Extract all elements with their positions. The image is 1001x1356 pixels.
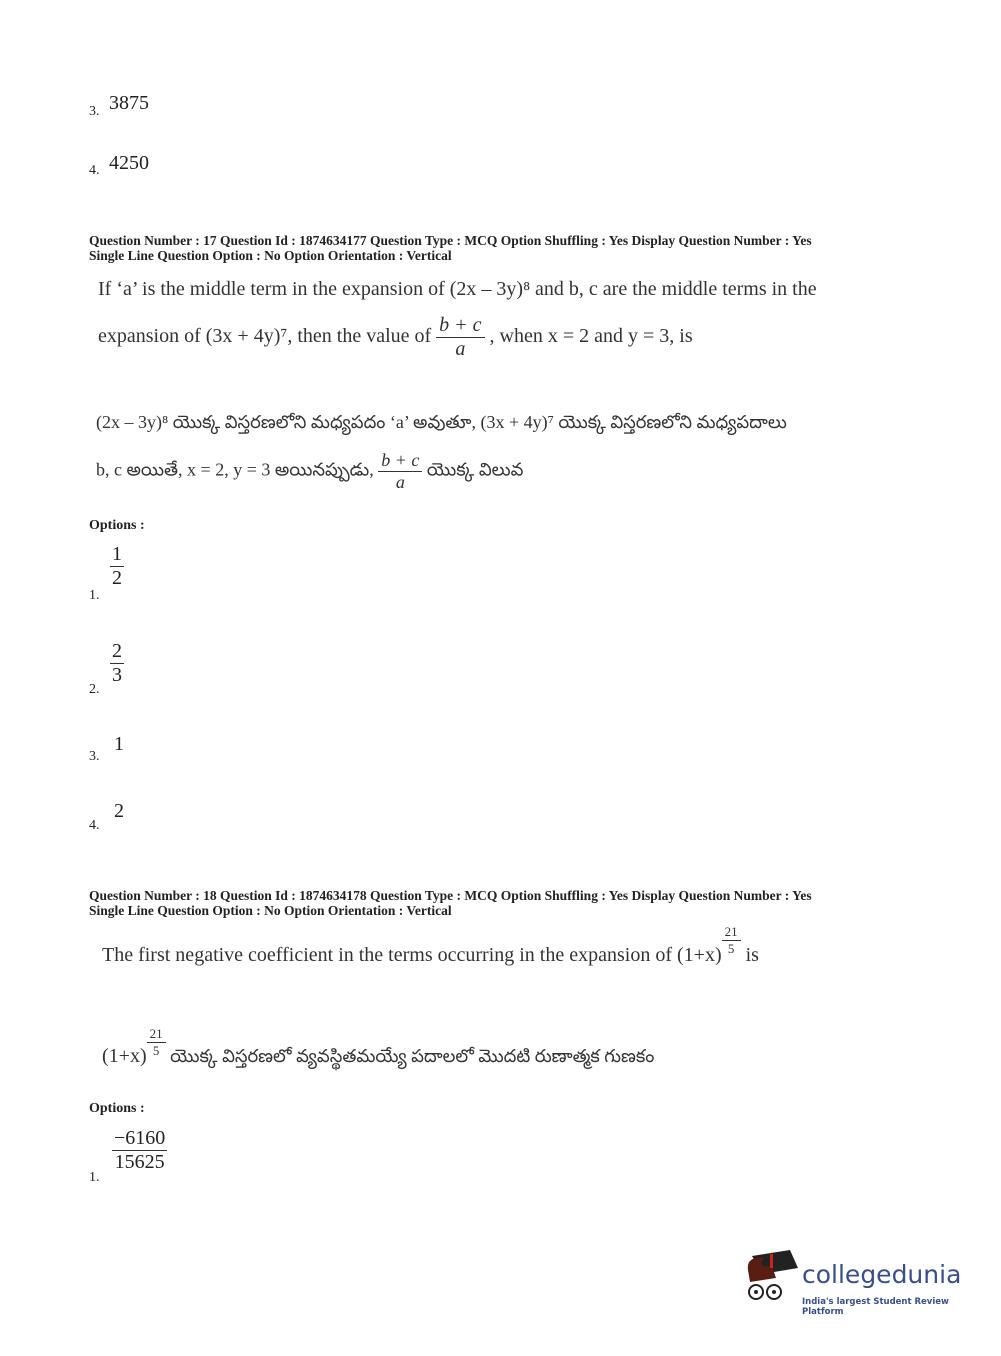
question-18-text-en xyxy=(102,924,759,967)
text: , when x = 2 and y = 3, is xyxy=(489,325,693,348)
option-2-fraction[interactable] xyxy=(110,640,124,687)
numerator: 21 xyxy=(147,1026,166,1043)
text: యొక్క విలువ xyxy=(426,459,524,480)
question-17-text-te-line1: (2x – 3y)⁸ యొక్క విస్తరణలోని మధ్యపదం ‘a’ అవుతూ, (3x + 4y)⁷ యొక్క విస్తరణలోని మధ్యపదాలు xyxy=(96,412,787,432)
meta-line: Question Number : 17 Question Id : 1874634177 Question Type : MCQ Option Shuffling : Yes Display Question Number : Yes xyxy=(89,233,812,248)
base: (1+x) xyxy=(102,1045,147,1067)
question-18-text-te xyxy=(102,1026,654,1071)
option-1-fraction[interactable] xyxy=(110,543,124,590)
exponent xyxy=(722,924,741,957)
denominator: 15625 xyxy=(114,1151,165,1173)
question-17-meta xyxy=(89,233,812,263)
brand-tagline: India's largest Student Review Platform xyxy=(802,1297,949,1317)
text: is xyxy=(745,944,759,966)
option-number: 3. xyxy=(89,104,100,119)
text: The first negative coefficient in the terms occurring in the expansion of xyxy=(102,944,672,966)
option-number[interactable]: 1. xyxy=(89,588,100,603)
text: యొక్క విస్తరణలో వ్యవస్థితమయ్యే పదాలలో మొదటి రుణాత్మక గుణకం xyxy=(170,1046,655,1066)
option-value: 3875 xyxy=(109,92,149,114)
question-17-text-te-line2 xyxy=(96,450,523,493)
option-number: 4. xyxy=(89,163,100,178)
base: (1+x) xyxy=(677,944,722,966)
numerator: 21 xyxy=(722,924,741,941)
question-17-text-en-line1: If ‘a’ is the middle term in the expansion of (2x – 3y)⁸ and b, c are the middle terms in the xyxy=(98,278,817,300)
fraction xyxy=(436,314,484,361)
option-value[interactable]: 2 xyxy=(114,800,124,822)
text: expansion of (3x + 4y)⁷, then the value of xyxy=(98,325,432,348)
denominator: 2 xyxy=(112,567,122,589)
question-17-text-en-line2 xyxy=(98,314,693,361)
mascot-icon xyxy=(742,1248,800,1310)
meta-line: Question Number : 18 Question Id : 1874634178 Question Type : MCQ Option Shuffling : Yes Display Question Number : Yes xyxy=(89,888,812,903)
option-value[interactable]: 1 xyxy=(114,733,124,755)
fraction xyxy=(378,450,422,493)
text: b, c అయితే, x = 2, y = 3 అయినప్పుడు, xyxy=(96,459,374,480)
question-18-meta xyxy=(89,888,812,918)
denominator: 5 xyxy=(727,941,735,956)
collegedunia-logo xyxy=(742,1248,972,1318)
numerator: −6160 xyxy=(114,1127,166,1149)
option-1-fraction[interactable] xyxy=(112,1127,167,1174)
denominator: a xyxy=(395,472,405,492)
exponent xyxy=(147,1026,166,1059)
option-number[interactable]: 2. xyxy=(89,682,100,697)
options-label: Options : xyxy=(89,1101,145,1116)
meta-line: Single Line Question Option : No Option Orientation : Vertical xyxy=(89,903,452,918)
meta-line: Single Line Question Option : No Option Orientation : Vertical xyxy=(89,248,452,263)
denominator: a xyxy=(455,338,466,360)
options-label: Options : xyxy=(89,518,145,533)
option-number[interactable]: 1. xyxy=(89,1170,100,1185)
brand-name: collegedunia xyxy=(802,1260,962,1289)
option-number[interactable]: 3. xyxy=(89,749,100,764)
numerator: b + c xyxy=(436,314,484,338)
numerator: 2 xyxy=(112,640,122,662)
option-value: 4250 xyxy=(109,152,149,174)
denominator: 3 xyxy=(112,664,122,686)
numerator: b + c xyxy=(378,450,422,472)
numerator: 1 xyxy=(112,543,122,565)
option-number[interactable]: 4. xyxy=(89,818,100,833)
denominator: 5 xyxy=(152,1043,160,1058)
